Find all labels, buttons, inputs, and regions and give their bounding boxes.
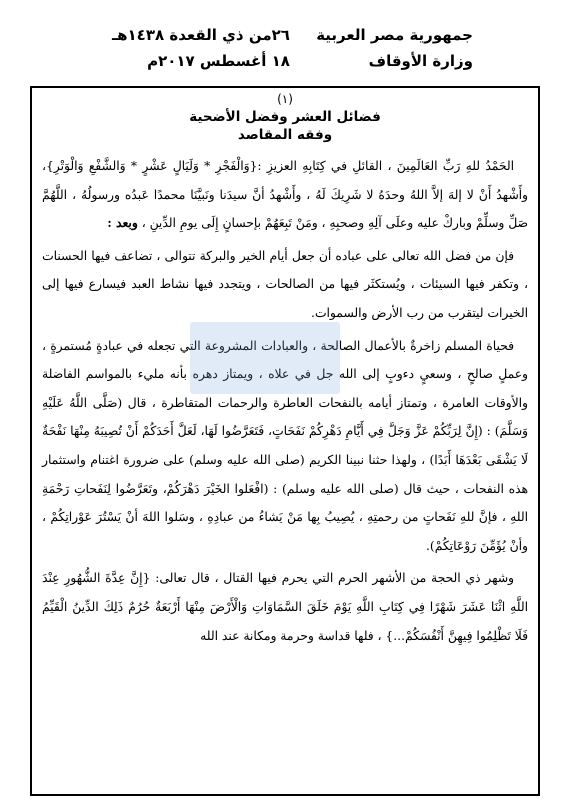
sermon-number: (١) [277, 92, 293, 106]
paragraph-intro-bold: وبعد : [107, 215, 138, 231]
country-name: جمهورية مصر العربية [316, 26, 473, 44]
document-content [32, 88, 538, 650]
sermon-title: فضائل العشر وفضل الأضحية [189, 109, 381, 125]
gregorian-date: ١٨ أغسطس ٢٠١٧م [147, 52, 290, 70]
hijri-date: ٢٦من ذي القعدة ١٤٣٨هـ [112, 26, 290, 44]
ministry-name: وزارة الأوقاف [368, 52, 473, 70]
paragraph-2: فإن من فضل الله تعالى على عباده أن جعل أيام الخير والبركة تتوالى ، تضاعف فيها الحسنات ، وتكفر فيها السيئات ، ويُستكثَر فيها من الصالحات ، ويتجدد فيها نشاط العبد فيسارع فيها إلى الخيرات ليتقرب من رب الأرض والسموات. [42, 248, 528, 320]
paragraph-3: فحياة المسلم زاخرةٌ بالأعمال الصالحة ، والعبادات المشروعة التي تجعله في عبادةٍ مُستمرةٍ ، وعملٍ صالحٍ ، وسعيٍ دءوبٍ إلى الله جل في علاه ، ويمتاز دهره بأنه مليء بالمواسم الفاضلة والأوقات العامرة ، وتمتاز أيامه بالنفحات العاطرة والرحمات المتقاطرة ، قال (صَلَّى اللَّهُ عَلَيْهِ وَسَلَّمَ) : (إِنَّ لِرَبِّكُمْ عَزَّ وَجَلَّ فِي أَيَّامِ دَهْرِكُمْ نَفَحَاتٍ، فَتَعَرَّضُوا لَهَا، لَعَلَّ أَحَدَكُمْ أَنْ تُصِيبَهُ مِنْهَا نَفْحَةٌ لَا يَشْقَى بَعْدَهَا أَبَدًا) ، ولهذا حثنا نبينا الكريم (صلى الله عليه وسلم) على ضرورة اغتنام واستثمار هذه النفحات ، حيث قال (صلى الله عليه وسلم) : (افْعَلوا الخَيْرَ دَهْرَكُمْ، وتَعَرَّضُوا لِنَفَحاتِ رَحْمَةِ اللهِ ، فإنَّ للهِ نَفَحاتٍ من رحمتِهِ ، يُصِيبُ بِها مَنْ يَشاءُ من عبادِهِ ، وسَلوا اللهَ أنْ يَسْتُرَ عَوْراتِكُمْ ، وأنْ يُؤَمِّنَ رَوْعَاتِكُمْ). [42, 338, 528, 553]
paragraph-4: وشهر ذي الحجة من الأشهر الحرم التي يحرم فيها القتال ، قال تعالى: {إِنَّ عِدَّةَ الشُّهُورِ عِنْدَ اللَّهِ اثْنَا عَشَرَ شَهْرًا فِي كِتَابِ اللَّهِ يَوْمَ خَلَقَ السَّمَاوَاتِ وَالْأَرْضَ مِنْهَا أَرْبَعَةٌ حُرُمٌ ذَلِكَ الدِّينُ الْقَيِّمُ فَلَا تَظْلِمُوا فِيهِنَّ أَنْفُسَكُمْ...} ، فلها قداسة وحرمة ومكانة عند الله [42, 571, 528, 643]
paragraph-intro-text: الحَمْدُ للهِ رَبِّ العَالَمِينَ ، القائلِ في كِتَابِهِ العزيزِ :{وَالْفَجْرِ * وَلَيَالٍ عَشْرٍ * وَالشَّفْعِ وَالْوَتْرِ}، وأَشْهدُ أَنْ لا إلهَ إلاَّ اللهُ وحدَهُ لا شَرِيكَ لَهُ ، وأَشْهدُ أنَّ سيدَنا ونَبيَّنَا محمدًا عَبدُه ورسولُهُ ، اللَّهُمَّ صَلِّ وسلِّمْ وباركْ عليه وعلَى آلِهِ وصحبِهِ ، ومَنْ تَبِعَهُمْ بإحسانٍ إِلَى يومِ الدِّينِ ، [42, 159, 528, 231]
paragraph-intro [42, 152, 528, 238]
date-block [112, 22, 290, 74]
ministry-block [316, 22, 473, 74]
document-frame [30, 86, 540, 796]
sermon-subtitle: وفقه المقاصد [237, 127, 333, 143]
page-header [0, 0, 565, 86]
